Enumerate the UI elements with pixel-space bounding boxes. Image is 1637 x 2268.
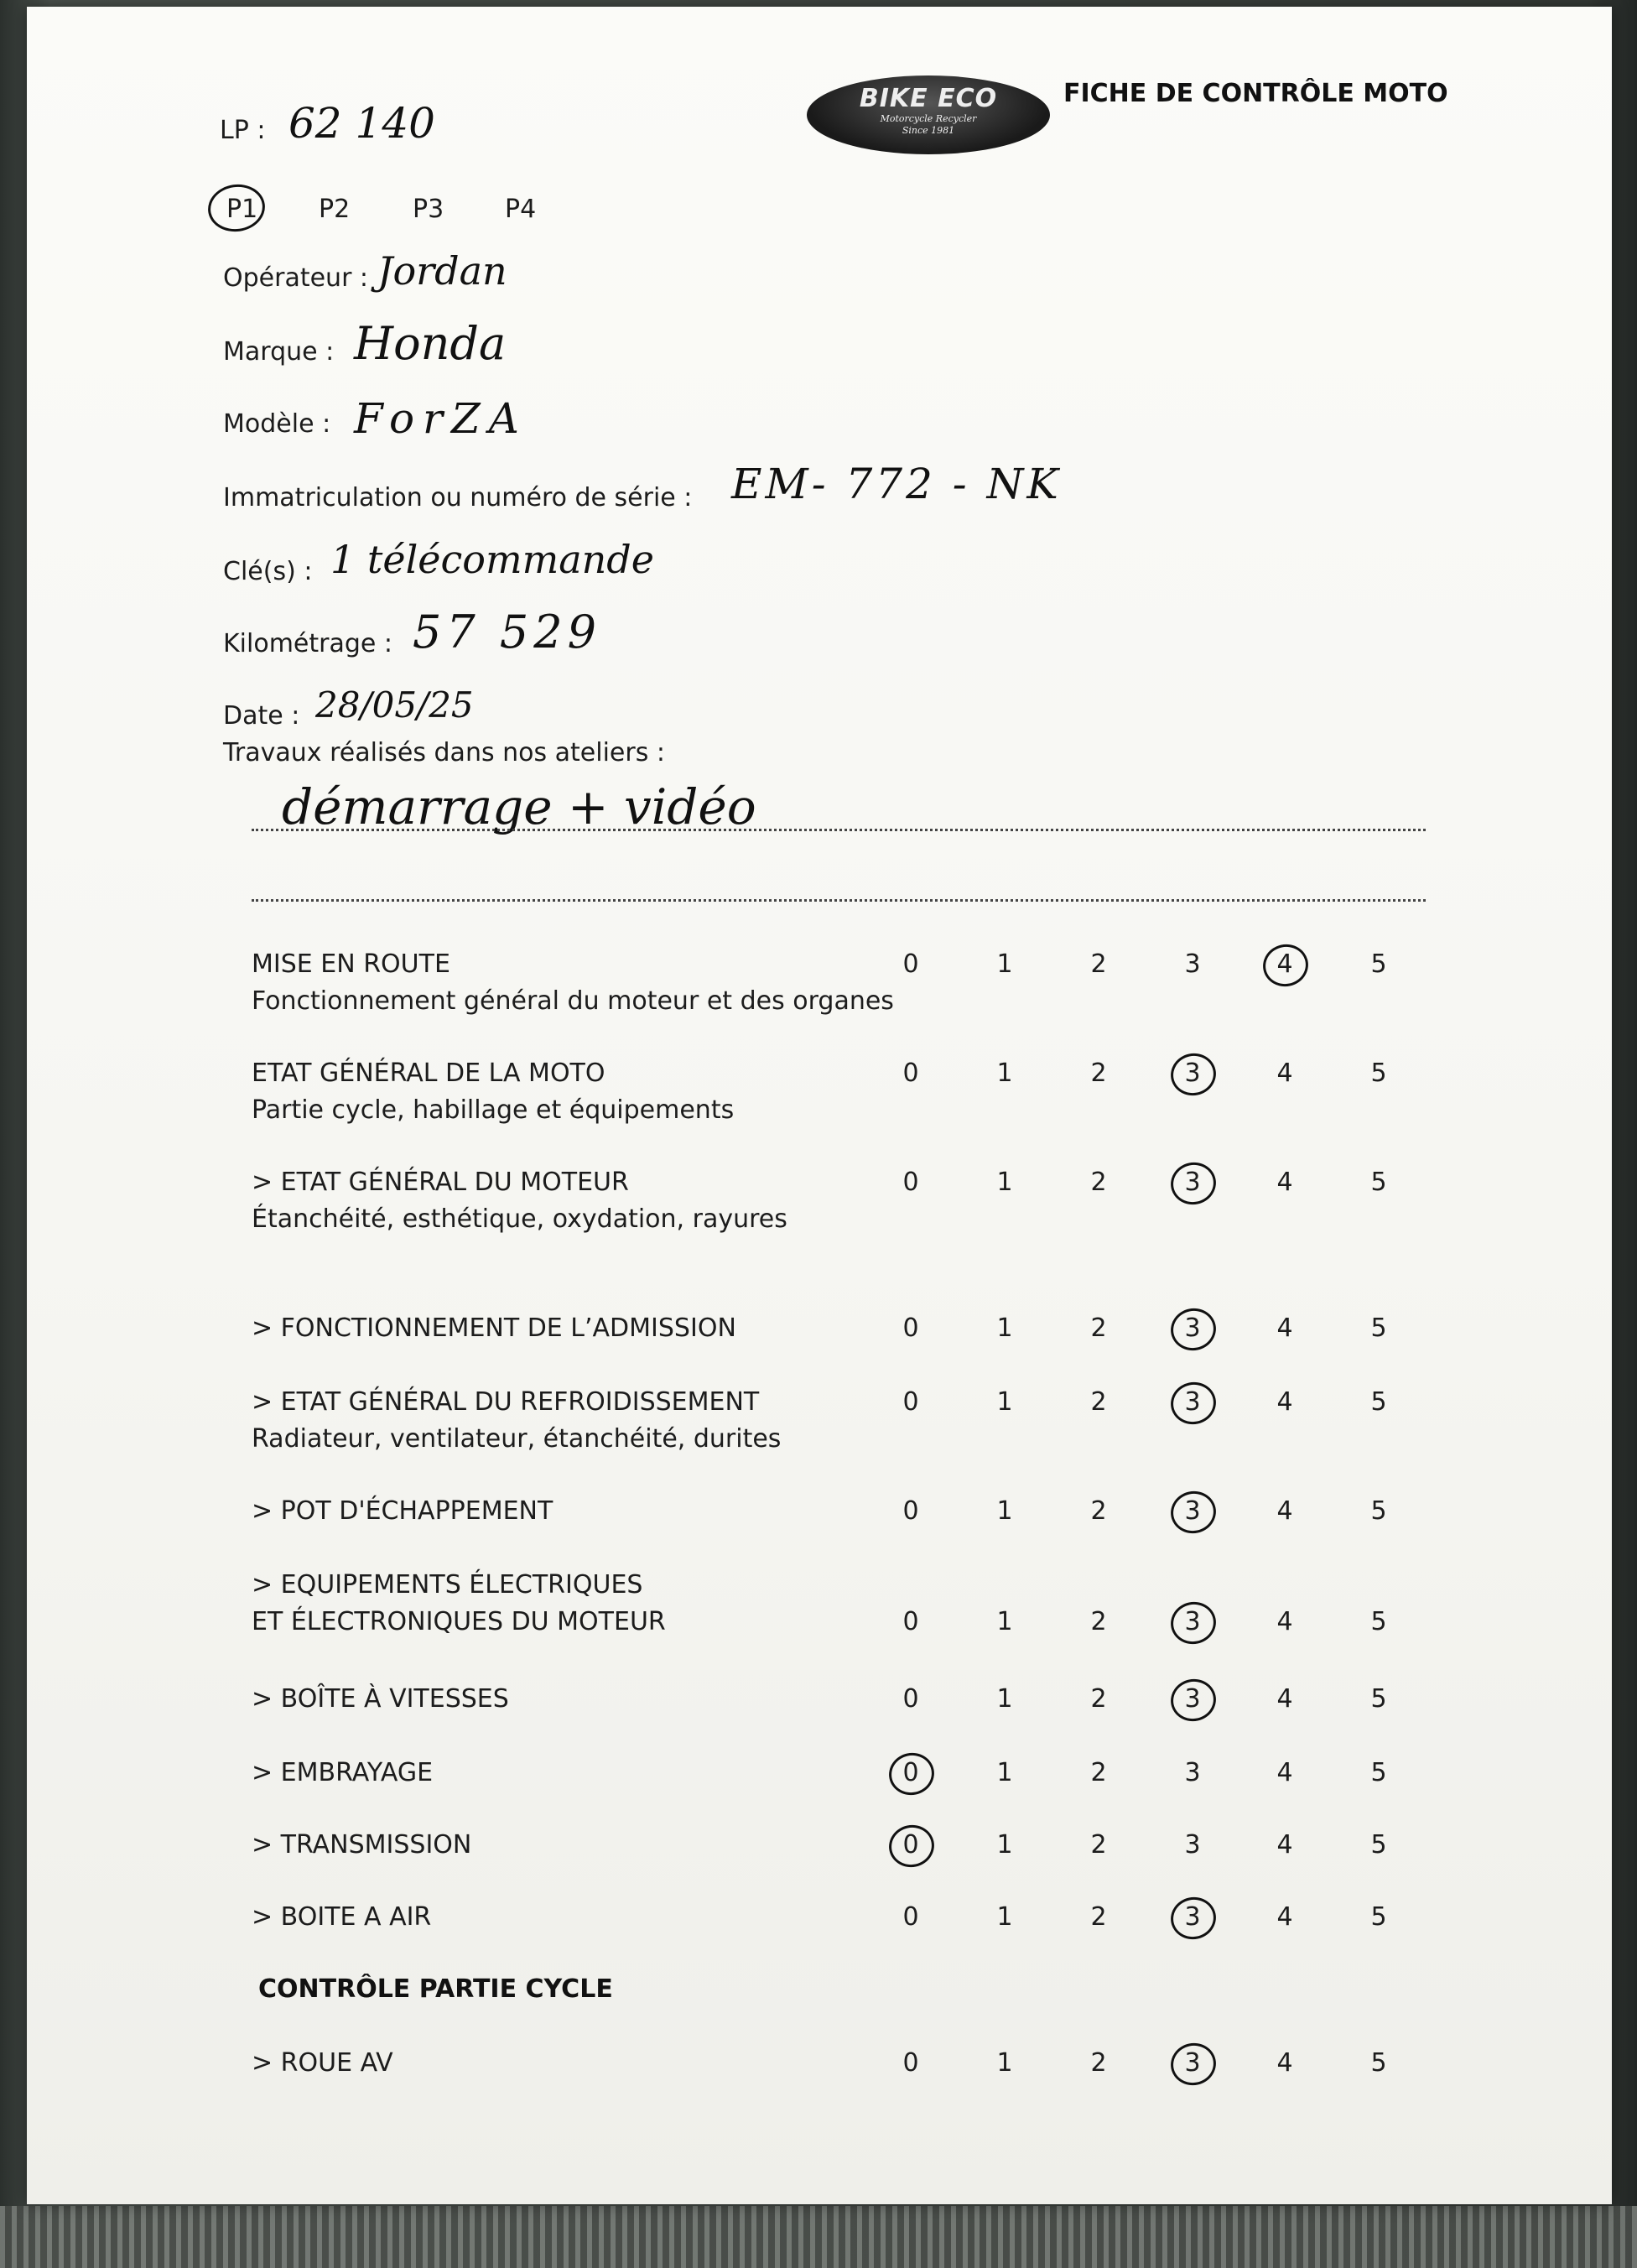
rating-row-4-score-2: 2 — [1090, 1387, 1107, 1417]
cycle-row-0-score-5: 5 — [1370, 2048, 1387, 2078]
rating-row-2-score-2: 2 — [1090, 1168, 1107, 1197]
rating-row-1-score-2: 2 — [1090, 1059, 1107, 1088]
rating-row-6-score-2: 2 — [1090, 1607, 1107, 1636]
priority-p1: P1 — [226, 195, 258, 224]
immat-label: Immatriculation ou numéro de série : — [223, 483, 693, 512]
rating-row-0-score-1: 1 — [996, 949, 1013, 979]
rating-row-7-score-0: 0 — [902, 1684, 919, 1714]
cles-value: 1 télécommande — [330, 537, 654, 582]
rating-row-2-title: > ETAT GÉNÉRAL DU MOTEUR — [252, 1168, 629, 1197]
rating-row-8-score-4: 4 — [1276, 1758, 1293, 1787]
rating-row-3-title: > FONCTIONNEMENT DE L’ADMISSION — [252, 1313, 736, 1343]
rating-row-5-score-3-circled: 3 — [1176, 1496, 1209, 1526]
lp-value: 62 140 — [288, 99, 435, 148]
rating-row-9-score-3: 3 — [1184, 1830, 1201, 1860]
cles-label: Clé(s) : — [223, 557, 313, 586]
rating-row-6-title: > EQUIPEMENTS ÉLECTRIQUES — [252, 1570, 643, 1600]
rating-row-0-title: MISE EN ROUTE — [252, 949, 450, 979]
rating-row-9-score-1: 1 — [996, 1830, 1013, 1860]
rating-row-8-title: > EMBRAYAGE — [252, 1758, 434, 1787]
rating-row-10-title: > BOITE A AIR — [252, 1902, 432, 1932]
km-label: Kilométrage : — [223, 629, 393, 658]
rating-row-8-score-5: 5 — [1370, 1758, 1387, 1787]
marque-value: Honda — [354, 317, 507, 370]
rating-row-10-score-0: 0 — [902, 1902, 919, 1932]
logo-brand: BIKE ECO — [859, 84, 998, 113]
rating-row-4-score-3-circled: 3 — [1176, 1387, 1209, 1417]
bike-eco-logo — [807, 75, 1050, 154]
operateur-value: Jordan — [377, 248, 507, 294]
lp-label: LP : — [220, 116, 266, 145]
rating-row-8-score-2: 2 — [1090, 1758, 1107, 1787]
date-label: Date : — [223, 701, 300, 731]
rating-row-8-score-0-circled: 0 — [894, 1758, 928, 1787]
cycle-row-0-score-2: 2 — [1090, 2048, 1107, 2078]
cycle-row-0-score-4: 4 — [1276, 2048, 1293, 2078]
rating-row-7-score-1: 1 — [996, 1684, 1013, 1714]
rating-row-4-score-5: 5 — [1370, 1387, 1387, 1417]
rating-row-1-score-4: 4 — [1276, 1059, 1293, 1088]
travaux-label: Travaux réalisés dans nos ateliers : — [223, 738, 665, 767]
dotted-line-1 — [252, 829, 1426, 831]
rating-row-2-score-5: 5 — [1370, 1168, 1387, 1197]
inspection-sheet — [27, 7, 1612, 2204]
rating-row-0-subtitle: Fonctionnement général du moteur et des organes — [252, 986, 894, 1016]
marque-label: Marque : — [223, 337, 335, 367]
rating-row-10-score-4: 4 — [1276, 1902, 1293, 1932]
rating-row-9-score-5: 5 — [1370, 1830, 1387, 1860]
rating-row-5-title: > POT D'ÉCHAPPEMENT — [252, 1496, 553, 1526]
rating-row-1-subtitle: Partie cycle, habillage et équipements — [252, 1095, 735, 1125]
modele-value: ForZA — [354, 394, 527, 443]
dotted-line-2 — [252, 899, 1426, 902]
rating-row-10-score-5: 5 — [1370, 1902, 1387, 1932]
rating-row-10-score-2: 2 — [1090, 1902, 1107, 1932]
rating-row-0-score-0: 0 — [902, 949, 919, 979]
logo-tagline: Motorcycle Recycler — [880, 113, 977, 124]
priority-p4: P4 — [505, 195, 537, 224]
rating-row-3-score-4: 4 — [1276, 1313, 1293, 1343]
rating-row-6-score-0: 0 — [902, 1607, 919, 1636]
operateur-label: Opérateur : — [223, 263, 369, 293]
rating-row-10-score-3-circled: 3 — [1176, 1902, 1209, 1932]
cycle-row-0-title: > ROUE AV — [252, 2048, 393, 2078]
rating-row-6-score-4: 4 — [1276, 1607, 1293, 1636]
logo-since: Since 1981 — [902, 125, 955, 136]
priority-circle-mark — [205, 181, 268, 236]
rating-row-4-score-1: 1 — [996, 1387, 1013, 1417]
rating-row-7-score-4: 4 — [1276, 1684, 1293, 1714]
rating-row-1-score-1: 1 — [996, 1059, 1013, 1088]
date-value: 28/05/25 — [315, 684, 474, 726]
rating-row-6-score-1: 1 — [996, 1607, 1013, 1636]
sleeve-edge — [0, 2206, 1637, 2268]
rating-row-8-score-1: 1 — [996, 1758, 1013, 1787]
rating-row-0-score-5: 5 — [1370, 949, 1387, 979]
rating-row-5-score-5: 5 — [1370, 1496, 1387, 1526]
rating-row-4-score-0: 0 — [902, 1387, 919, 1417]
rating-row-6-score-3-circled: 3 — [1176, 1607, 1209, 1636]
rating-row-9-score-0-circled: 0 — [894, 1830, 928, 1860]
rating-row-2-score-3-circled: 3 — [1176, 1168, 1209, 1197]
rating-row-9-title: > TRANSMISSION — [252, 1830, 472, 1860]
travaux-value: démarrage + vidéo — [282, 778, 756, 835]
rating-row-5-score-4: 4 — [1276, 1496, 1293, 1526]
rating-row-9-score-4: 4 — [1276, 1830, 1293, 1860]
modele-label: Modèle : — [223, 409, 331, 439]
rating-row-3-score-3-circled: 3 — [1176, 1313, 1209, 1343]
rating-row-6-subtitle: ET ÉLECTRONIQUES DU MOTEUR — [252, 1607, 666, 1636]
rating-row-3-score-1: 1 — [996, 1313, 1013, 1343]
rating-row-5-score-1: 1 — [996, 1496, 1013, 1526]
rating-row-1-title: ETAT GÉNÉRAL DE LA MOTO — [252, 1059, 605, 1088]
rating-row-7-score-3-circled: 3 — [1176, 1684, 1209, 1714]
cycle-row-0-score-3-circled: 3 — [1176, 2048, 1209, 2078]
rating-row-4-subtitle: Radiateur, ventilateur, étanchéité, durites — [252, 1424, 782, 1454]
rating-row-3-score-2: 2 — [1090, 1313, 1107, 1343]
rating-row-7-score-5: 5 — [1370, 1684, 1387, 1714]
rating-row-3-score-5: 5 — [1370, 1313, 1387, 1343]
rating-row-5-score-0: 0 — [902, 1496, 919, 1526]
cycle-row-0-score-0: 0 — [902, 2048, 919, 2078]
rating-row-2-score-1: 1 — [996, 1168, 1013, 1197]
rating-row-7-score-2: 2 — [1090, 1684, 1107, 1714]
rating-row-1-score-5: 5 — [1370, 1059, 1387, 1088]
rating-row-6-score-5: 5 — [1370, 1607, 1387, 1636]
rating-row-0-score-2: 2 — [1090, 949, 1107, 979]
rating-row-0-score-4-circled: 4 — [1268, 949, 1302, 979]
cycle-row-0-score-1: 1 — [996, 2048, 1013, 2078]
priority-p2: P2 — [319, 195, 351, 224]
rating-row-2-subtitle: Étanchéité, esthétique, oxydation, rayures — [252, 1204, 787, 1234]
rating-row-9-score-2: 2 — [1090, 1830, 1107, 1860]
sheet-title: FICHE DE CONTRÔLE MOTO — [1063, 79, 1448, 108]
immat-value: EM- 772 - NK — [731, 460, 1062, 508]
rating-row-1-score-0: 0 — [902, 1059, 919, 1088]
rating-row-3-score-0: 0 — [902, 1313, 919, 1343]
rating-row-4-score-4: 4 — [1276, 1387, 1293, 1417]
rating-row-7-title: > BOÎTE À VITESSES — [252, 1684, 509, 1714]
rating-row-8-score-3: 3 — [1184, 1758, 1201, 1787]
rating-row-0-score-3: 3 — [1184, 949, 1201, 979]
rating-row-4-title: > ETAT GÉNÉRAL DU REFROIDISSEMENT — [252, 1387, 760, 1417]
rating-row-10-score-1: 1 — [996, 1902, 1013, 1932]
rating-row-1-score-3-circled: 3 — [1176, 1059, 1209, 1088]
section-title-partie-cycle: CONTRÔLE PARTIE CYCLE — [258, 1974, 613, 2004]
priority-p3: P3 — [413, 195, 444, 224]
rating-row-2-score-4: 4 — [1276, 1168, 1293, 1197]
rating-row-2-score-0: 0 — [902, 1168, 919, 1197]
km-value: 57 529 — [413, 606, 601, 658]
rating-row-5-score-2: 2 — [1090, 1496, 1107, 1526]
